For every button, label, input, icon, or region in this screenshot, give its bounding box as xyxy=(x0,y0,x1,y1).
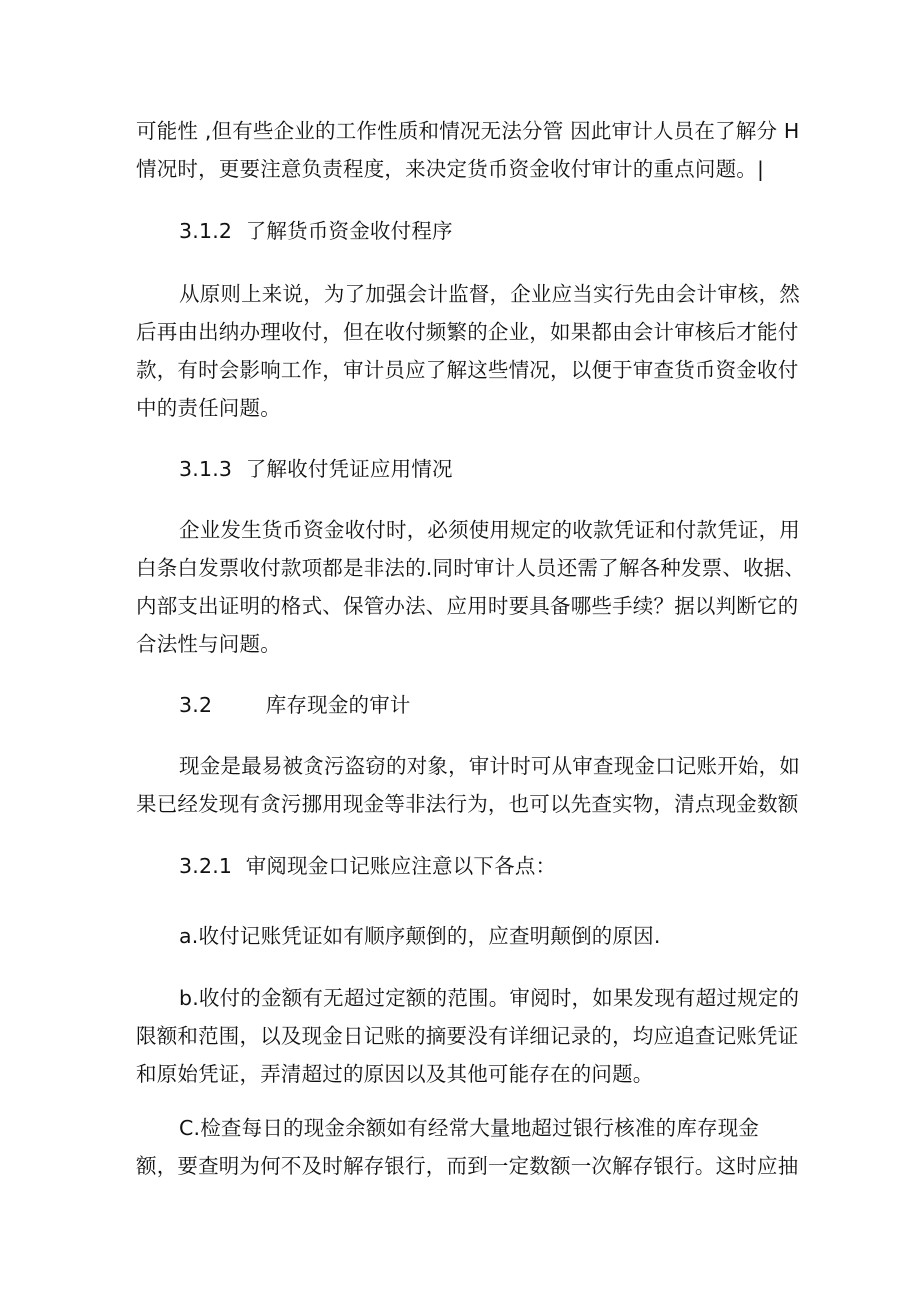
list-item-c-line: 额，要查明为何不及时解存银行，而到一定数额一次解存银行。这时应抽 xyxy=(136,1154,799,1178)
paragraph-line: 款，有时会影响工作，审计员应了解这些情况，以便于审查货币资金收付 xyxy=(136,358,799,382)
intro-line-1: 可能性 ,但有些企业的工作性质和情况无法分管 因此审计人员在了解分 H xyxy=(136,119,800,143)
section-heading-3-1-3 xyxy=(179,455,453,483)
paragraph-line: 从原则上来说，为了加强会计监督，企业应当实行先由会计审核，然 xyxy=(179,282,800,306)
list-item-b-line: 和原始凭证，弄清超过的原因以及其他可能存在的问题。 xyxy=(136,1062,654,1086)
paragraph-line: 现金是最易被贪污盗窃的对象，审计时可从审查现金口记账开始，如 xyxy=(179,754,800,778)
section-number: 3.2.1 xyxy=(179,854,233,878)
paragraph-line: 后再由出纳办理收付，但在收付频繁的企业，如果都由会计审核后才能付 xyxy=(136,320,799,344)
section-title: 审阅现金口记账应注意以下各点： xyxy=(245,854,557,878)
list-item-b-line: b.收付的金额有无超过定额的范围。审阅时，如果发现有超过规定的 xyxy=(179,986,800,1010)
section-number: 3.2 xyxy=(179,693,213,717)
section-number: 3.1.3 xyxy=(179,457,233,481)
list-item-c-line: C.检查每日的现金余额如有经常大量地超过银行核准的库存现金 xyxy=(179,1116,760,1140)
section-title: 库存现金的审计 xyxy=(265,693,411,717)
paragraph-line: 中的责任问题。 xyxy=(136,396,281,420)
paragraph-line: 果已经发现有贪污挪用现金等非法行为，也可以先查实物，清点现金数额 xyxy=(136,792,799,816)
paragraph-line: 企业发生货币资金收付时，必须使用规定的收款凭证和付款凭证，用 xyxy=(179,518,800,542)
section-number: 3.1.2 xyxy=(179,219,233,243)
section-heading-3-2 xyxy=(179,691,411,719)
paragraph-line: 合法性与问题。 xyxy=(136,632,281,656)
list-item-b-line: 限额和范围，以及现金日记账的摘要没有详细记录的，均应追查记账凭证 xyxy=(136,1024,799,1048)
section-title: 了解收付凭证应用情况 xyxy=(245,457,453,481)
section-heading-3-1-2 xyxy=(179,217,453,245)
list-item-a: a.收付记账凭证如有顺序颠倒的，应查明颠倒的原因. xyxy=(179,924,661,948)
section-heading-3-2-1 xyxy=(179,852,556,880)
paragraph-line: 内部支出证明的格式、保管办法、应用时要具备哪些手续？据以判断它的 xyxy=(136,594,799,618)
section-title: 了解货币资金收付程序 xyxy=(245,219,453,243)
paragraph-line: 白条白发票收付款项都是非法的.同时审计人员还需了解各种发票、收据、 xyxy=(136,556,806,580)
intro-line-2: 情况时，更要注意负责程度，来决定货币资金收付审计的重点问题。| xyxy=(136,157,765,181)
